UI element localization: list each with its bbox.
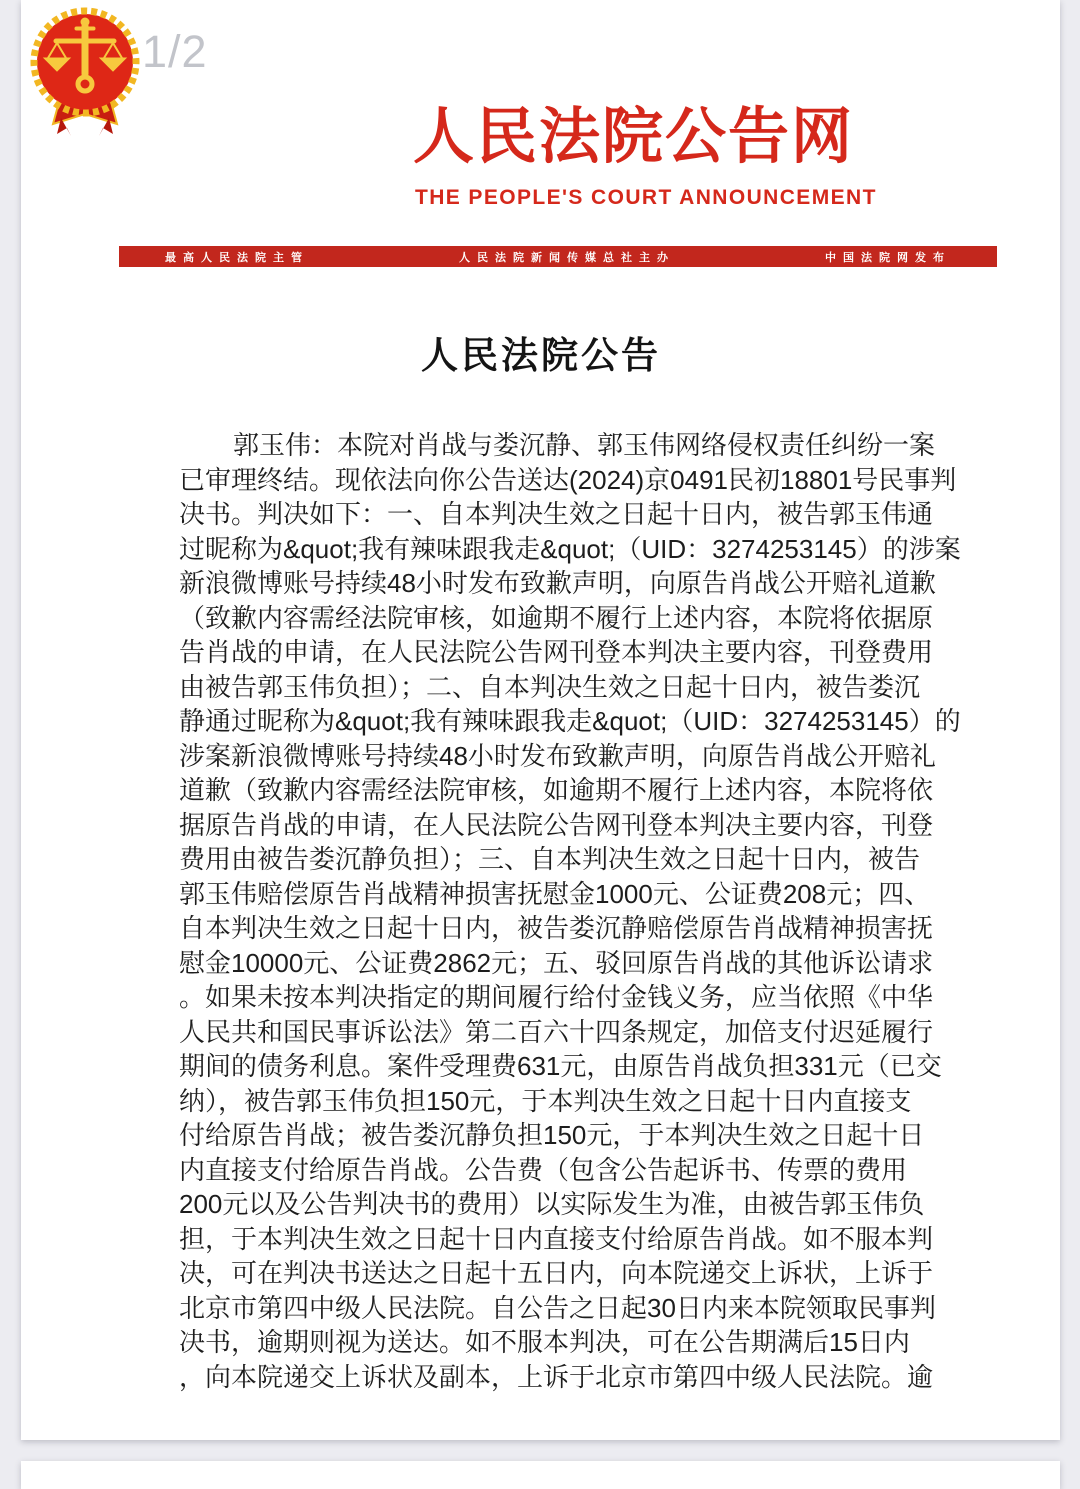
document-page-1	[21, 0, 1060, 1440]
announcement-body-line: 告肖战的申请，在人民法院公告网刊登本判决主要内容，刊登费用	[179, 637, 934, 667]
announcement-body-line: 决，可在判决书送达之日起十五日内，向本院递交上诉状，上诉于	[179, 1258, 934, 1288]
announcement-body-line: 费用由被告娄沉静负担）；三、自本判决生效之日起十日内，被告	[179, 844, 921, 874]
announcement-body-line: 人民共和国民事诉讼法》第二百六十四条规定，加倍支付迟延履行	[179, 1016, 934, 1047]
announcement-body-line: （致歉内容需经法院审核，如逾期不履行上述内容，本院将依据原	[179, 602, 934, 633]
announcement-body-line: 北京市第四中级人民法院。自公告之日起30日内来本院领取民事判	[179, 1292, 936, 1323]
announcement-body-line: 付给原告肖战；被告娄沉静负担150元，于本判决生效之日起十日	[179, 1120, 925, 1150]
announcement-body	[179, 428, 969, 1394]
banner-item: 最高人民法院主管	[165, 251, 309, 264]
announcement-body-line: 期间的债务利息。案件受理费631元，由原告肖战负担331元（已交	[179, 1051, 942, 1081]
announcement-body-line: 已审理终结。现依法向你公告送达(2024)京0491民初18801号民事判	[179, 464, 957, 495]
announcement-body-line: 郭玉伟：本院对肖战与娄沉静、郭玉伟网络侵权责任纠纷一案	[233, 430, 936, 460]
banner-item: 人民法院新闻传媒总社主办	[459, 251, 675, 264]
announcement-body-line: 担，于本判决生效之日起十日内直接支付给原告肖战。如不服本判	[179, 1223, 934, 1254]
announcement-title: 人民法院公告	[421, 335, 661, 376]
banner-item: 中国法院网发布	[825, 251, 951, 264]
announcement-body-line: 新浪微博账号持续48小时发布致歉声明，向原告肖战公开赔礼道歉	[179, 568, 936, 598]
announcement-body-line: 慰金10000元、公证费2862元；五、驳回原告肖战的其他诉讼请求	[179, 947, 934, 978]
announcement-body-line: 纳），被告郭玉伟负担150元，于本判决生效之日起十日内直接支	[179, 1085, 912, 1116]
announcement-body-line: 由被告郭玉伟负担）；二、自本判决生效之日起十日内，被告娄沉	[179, 671, 921, 702]
page-indicator: 1/2	[142, 26, 208, 77]
announcement-body-line: 内直接支付给原告肖战。公告费（包含公告起诉书、传票的费用	[179, 1154, 908, 1185]
announcement-body-line: 道歉（致歉内容需经法院审核，如逾期不履行上述内容，本院将依	[179, 775, 934, 805]
announcement-body-line: 过昵称为&quot;我有辣味跟我走&quot;（UID：3274253145）的涉案	[179, 533, 961, 564]
site-subtitle: THE PEOPLE'S COURT ANNOUNCEMENT	[415, 186, 877, 209]
announcement-body-line: ，向本院递交上诉状及副本，上诉于北京市第四中级人民法院。逾	[179, 1361, 934, 1392]
site-title: 人民法院公告网	[413, 102, 855, 170]
document-page-2	[21, 1461, 1060, 1489]
announcement-body-line: 据原告肖战的申请，在人民法院公告网刊登本判决主要内容，刊登	[179, 809, 934, 840]
announcement-body-line: 郭玉伟赔偿原告肖战精神损害抚慰金1000元、公证费208元；四、	[179, 878, 931, 909]
announcement-body-line: 自本判决生效之日起十日内，被告娄沉静赔偿原告肖战精神损害抚	[179, 913, 934, 943]
announcement-body-line: 静通过昵称为&quot;我有辣味跟我走&quot;（UID：3274253145）的	[179, 706, 961, 736]
announcement-body-line: 决书，逾期则视为送达。如不服本判决，可在公告期满后15日内	[179, 1327, 910, 1357]
announcement-body-line: 涉案新浪微博账号持续48小时发布致歉声明，向原告肖战公开赔礼	[179, 740, 936, 771]
announcement-body-line: 决书。判决如下：一、自本判决生效之日起十日内，被告郭玉伟通	[179, 499, 934, 529]
announcement-body-line: 200元以及公告判决书的费用）以实际发生为准，由被告郭玉伟负	[179, 1189, 925, 1219]
announcement-body-line: 。如果未按本判决指定的期间履行给付金钱义务，应当依照《中华	[179, 982, 934, 1012]
organizer-banner	[119, 246, 997, 267]
court-emblem-icon	[21, 0, 149, 140]
